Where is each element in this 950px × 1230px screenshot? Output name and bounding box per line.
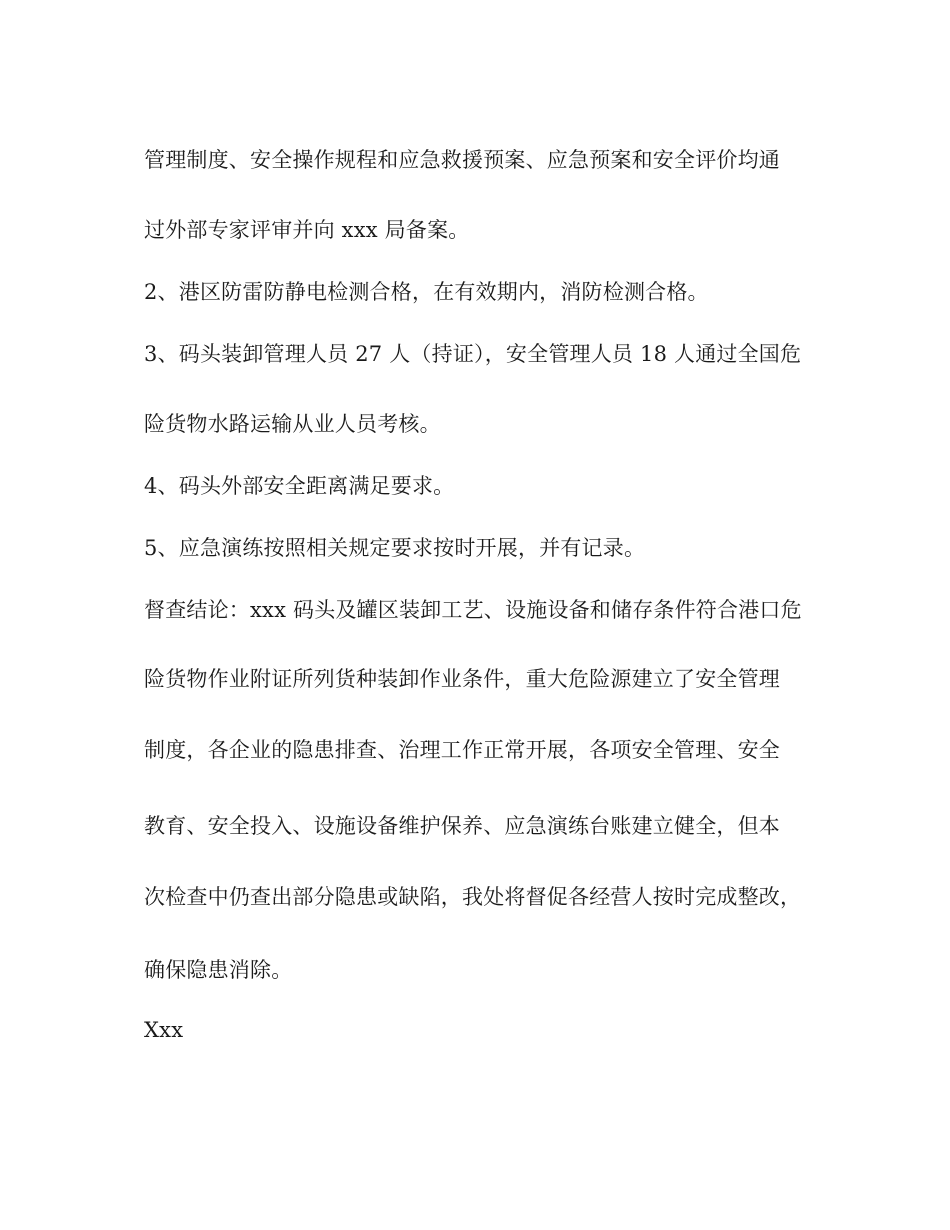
conclusion-line-3: 制度，各企业的隐患排查、治理工作正常开展，各项安全管理、安全: [144, 738, 780, 762]
item-4-line: 4、码头外部安全距离满足要求。: [144, 474, 455, 498]
conclusion-line-5: 次检查中仍查出部分隐患或缺陷，我处将督促各经营人按时完成整改，: [144, 885, 802, 909]
signature-line: Xxx: [144, 1018, 184, 1042]
item-2-line: 2、港区防雷防静电检测合格，在有效期内，消防检测合格。: [144, 280, 709, 304]
item-3-line-2: 险货物水路运输从业人员考核。: [144, 412, 441, 436]
text-line-1: 管理制度、安全操作规程和应急救援预案、应急预案和安全评价均通: [144, 148, 780, 172]
item-3-line-1: 3、码头装卸管理人员 27 人（持证），安全管理人员 18 人通过全国危: [144, 342, 802, 366]
conclusion-line-1: 督查结论：xxx 码头及罐区装卸工艺、设施设备和储存条件符合港口危: [144, 598, 802, 622]
conclusion-line-2: 险货物作业附证所列货种装卸作业条件，重大危险源建立了安全管理: [144, 667, 780, 691]
conclusion-line-4: 教育、安全投入、设施设备维护保养、应急演练台账建立健全，但本: [144, 814, 780, 838]
item-5-line: 5、应急演练按照相关规定要求按时开展，并有记录。: [144, 536, 646, 560]
conclusion-line-6: 确保隐患消除。: [144, 958, 293, 982]
text-line-2: 过外部专家评审并向 xxx 局备案。: [144, 218, 470, 242]
